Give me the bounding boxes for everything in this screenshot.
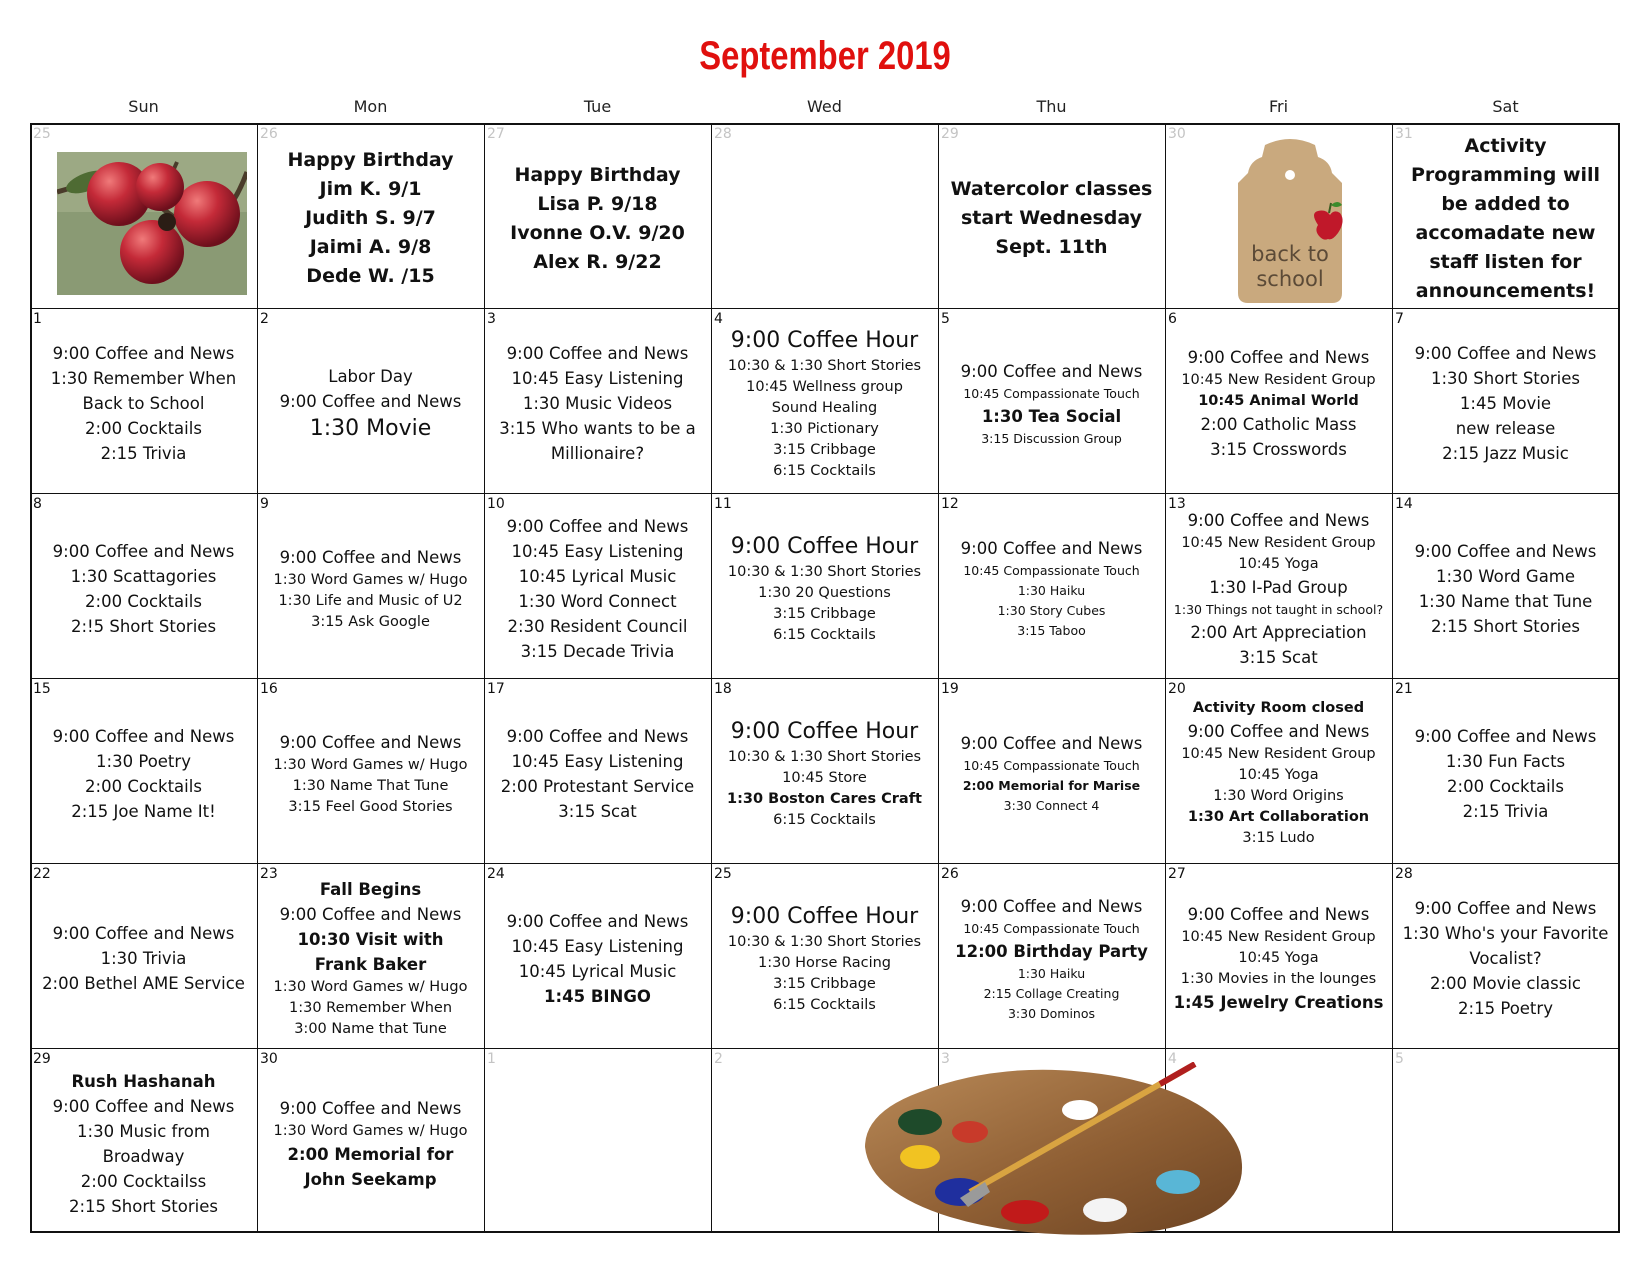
- event-item[interactable]: 9:00 Coffee and News: [1414, 726, 1597, 746]
- day-number: 27: [1168, 866, 1186, 882]
- event-item[interactable]: 1:30 Word Games w/ Hugo: [273, 571, 468, 588]
- event-list: [711, 493, 938, 678]
- event-item[interactable]: 9:00 Coffee and News: [506, 516, 689, 536]
- event-item[interactable]: 10:45 Lyrical Music: [518, 566, 677, 586]
- day-number: 25: [714, 866, 732, 882]
- event-item[interactable]: 1:30 Tea Social: [981, 406, 1122, 426]
- event-item[interactable]: 9:00 Coffee Hour: [730, 533, 919, 559]
- tag-text-line-1: back to: [1251, 242, 1329, 266]
- event-item[interactable]: Fall Begins: [319, 880, 422, 899]
- day-number: 21: [1395, 681, 1413, 697]
- event-list: [257, 678, 484, 863]
- event-item[interactable]: 9:00 Coffee and News: [279, 905, 462, 924]
- event-item[interactable]: 2:00 Memorial for Marise: [962, 778, 1141, 793]
- note-line: Lisa P. 9/18: [537, 192, 658, 215]
- event-list: [1392, 308, 1619, 493]
- day-cell[interactable]: [938, 493, 1165, 678]
- event-item[interactable]: 9:00 Coffee and News: [279, 547, 462, 567]
- back-to-school-label: [1230, 242, 1350, 292]
- event-item[interactable]: 3:30 Dominos: [1007, 1005, 1096, 1021]
- day-cell[interactable]: [1165, 308, 1392, 493]
- event-item[interactable]: 10:45 Easy Listening: [511, 936, 684, 956]
- event-item[interactable]: 2:15 Short Stories: [69, 1196, 218, 1216]
- event-list: [938, 863, 1165, 1048]
- day-cell[interactable]: [1165, 493, 1392, 678]
- note-line: Judith S. 9/7: [305, 207, 436, 229]
- event-item[interactable]: 9:00 Coffee and News: [960, 734, 1143, 753]
- day-number: 3: [487, 311, 496, 327]
- event-item[interactable]: 9:00 Coffee and News: [279, 732, 462, 752]
- event-item[interactable]: 9:00 Coffee and News: [52, 726, 235, 746]
- event-list: [711, 308, 938, 493]
- event-item[interactable]: 1:30 Fun Facts: [1445, 751, 1566, 771]
- day-number: 23: [260, 866, 278, 882]
- event-item[interactable]: 10:30 & 1:30 Short Stories: [727, 357, 922, 374]
- event-item[interactable]: 10:45 Compassionate Touch: [963, 563, 1140, 578]
- event-item[interactable]: 1:30 Trivia: [100, 949, 187, 968]
- note-line: Alex R. 9/22: [533, 250, 662, 273]
- day-number: 5: [941, 311, 950, 327]
- day-number: 7: [1395, 311, 1404, 327]
- event-item[interactable]: 1:30 Name That Tune: [292, 777, 449, 794]
- event-item[interactable]: 10:45 Easy Listening: [511, 369, 684, 388]
- day-cell[interactable]: [257, 493, 484, 678]
- note-line: Activity: [1464, 134, 1547, 157]
- day-number: 30: [1168, 126, 1186, 142]
- day-cell[interactable]: [1392, 123, 1619, 308]
- event-item[interactable]: 10:30 Visit with: [297, 930, 444, 949]
- day-number: 8: [33, 496, 42, 512]
- event-item[interactable]: 1:30 Scattagories: [70, 566, 217, 586]
- day-cell[interactable]: [711, 308, 938, 493]
- cell-note: [257, 123, 484, 308]
- event-item[interactable]: Labor Day: [328, 366, 413, 386]
- event-item[interactable]: 1:30 Word Games w/ Hugo: [273, 756, 468, 773]
- event-item[interactable]: 3:15 Cribbage: [773, 975, 876, 992]
- event-list: [1165, 493, 1392, 678]
- event-item[interactable]: 10:45 Yoga: [1238, 950, 1319, 966]
- event-item[interactable]: 2:00 Cocktails: [85, 419, 202, 438]
- event-list: [938, 308, 1165, 493]
- calendar-title: September 2019: [699, 34, 951, 78]
- event-item[interactable]: 10:45 Lyrical Music: [518, 961, 677, 981]
- day-cell[interactable]: [484, 678, 711, 863]
- day-number: 13: [1168, 496, 1186, 512]
- day-number: 1: [33, 311, 42, 327]
- event-item[interactable]: 1:30 Word Game: [1435, 566, 1576, 586]
- day-number: 15: [33, 681, 51, 697]
- day-header-mon: Mon: [353, 97, 388, 116]
- event-list: [30, 493, 257, 678]
- day-number: 10: [487, 496, 505, 512]
- event-item[interactable]: 2:00 Cocktails: [85, 776, 202, 796]
- day-cell[interactable]: [938, 123, 1165, 308]
- cell-note: [484, 123, 711, 308]
- day-cell[interactable]: [1165, 678, 1392, 863]
- day-number: 31: [1395, 126, 1413, 142]
- event-item[interactable]: 3:15 Feel Good Stories: [288, 798, 453, 815]
- event-item[interactable]: 10:45 Compassionate Touch: [963, 920, 1140, 936]
- event-item[interactable]: 1:45 Movie: [1459, 394, 1552, 413]
- event-item[interactable]: 9:00 Coffee Hour: [730, 718, 919, 744]
- day-cell[interactable]: [1392, 1048, 1619, 1233]
- event-item[interactable]: 3:15 Cribbage: [773, 441, 876, 458]
- day-header-fri: Fri: [1268, 97, 1289, 116]
- event-item[interactable]: 2:15 Jazz Music: [1442, 444, 1569, 463]
- event-item[interactable]: 2:15 Poetry: [1458, 999, 1553, 1018]
- note-line: be added to: [1441, 192, 1570, 215]
- event-item[interactable]: 1:30 Boston Cares Craft: [727, 790, 922, 807]
- event-list: [711, 863, 938, 1048]
- day-cell[interactable]: [938, 308, 1165, 493]
- note-line: Dede W. /15: [306, 265, 435, 287]
- event-item[interactable]: 2:15 Trivia: [100, 444, 187, 463]
- event-item[interactable]: 9:00 Coffee Hour: [730, 903, 919, 929]
- day-cell[interactable]: [484, 493, 711, 678]
- event-item[interactable]: 9:00 Coffee and News: [52, 924, 235, 943]
- event-list: [30, 678, 257, 863]
- day-number: 11: [714, 496, 732, 512]
- day-cell[interactable]: [711, 678, 938, 863]
- day-number: 28: [714, 126, 732, 142]
- note-line: accomadate new: [1415, 221, 1596, 244]
- day-number: 5: [1395, 1051, 1404, 1067]
- event-item[interactable]: 3:15 Taboo: [1017, 623, 1086, 638]
- event-item[interactable]: 2:!5 Short Stories: [70, 616, 217, 636]
- event-list: [484, 863, 711, 1048]
- event-item[interactable]: 6:15 Cocktails: [773, 996, 876, 1013]
- event-item[interactable]: 1:30 Haiku: [1017, 583, 1086, 598]
- event-item[interactable]: 10:45 Compassionate Touch: [963, 758, 1140, 773]
- event-item[interactable]: 9:00 Coffee and News: [506, 911, 689, 931]
- note-line: start Wednesday: [961, 207, 1142, 229]
- event-item[interactable]: 2:30 Resident Council: [507, 616, 688, 636]
- event-item[interactable]: 10:45 Easy Listening: [511, 751, 684, 771]
- event-item[interactable]: 3:15 Ludo: [1242, 830, 1315, 846]
- event-list: [30, 1048, 257, 1233]
- event-item[interactable]: 9:00 Coffee and News: [960, 896, 1143, 916]
- day-cell[interactable]: [484, 123, 711, 308]
- event-item[interactable]: 10:45 New Resident Group: [1181, 746, 1376, 762]
- event-item[interactable]: 10:30 & 1:30 Short Stories: [727, 563, 922, 580]
- event-item[interactable]: 2:15 Collage Creating: [983, 985, 1120, 1001]
- note-line: Jim K. 9/1: [319, 178, 422, 200]
- event-item[interactable]: 1:30 Horse Racing: [757, 954, 892, 971]
- event-item[interactable]: 9:00 Coffee and News: [1187, 905, 1370, 924]
- event-item[interactable]: 10:45 New Resident Group: [1181, 372, 1376, 388]
- day-cell[interactable]: [938, 863, 1165, 1048]
- event-item[interactable]: John Seekamp: [304, 1169, 437, 1189]
- event-item[interactable]: 3:15 Scat: [1239, 647, 1318, 667]
- event-item[interactable]: 2:00 Catholic Mass: [1200, 415, 1357, 434]
- event-item[interactable]: 10:45 New Resident Group: [1181, 534, 1376, 551]
- day-number: 22: [33, 866, 51, 882]
- event-item[interactable]: 9:00 Coffee and News: [1187, 510, 1370, 530]
- day-header-sat: Sat: [1492, 97, 1519, 116]
- event-item[interactable]: 9:00 Coffee and News: [1187, 348, 1370, 367]
- note-line: announcements!: [1415, 279, 1596, 302]
- day-header-sun: Sun: [128, 97, 159, 116]
- event-item[interactable]: 9:00 Coffee and News: [506, 344, 689, 363]
- event-item[interactable]: 10:45 Animal World: [1198, 393, 1359, 409]
- event-item[interactable]: 10:45 Yoga: [1238, 767, 1319, 783]
- event-item[interactable]: 1:30 Life and Music of U2: [278, 592, 463, 609]
- event-item[interactable]: 1:30 Things not taught in school?: [1173, 601, 1384, 617]
- event-item[interactable]: 1:30 Who's your Favorite: [1402, 924, 1609, 943]
- event-list: [257, 863, 484, 1048]
- event-item[interactable]: 9:00 Coffee and News: [960, 539, 1143, 558]
- note-line: staff listen for: [1429, 250, 1582, 273]
- event-list: [938, 678, 1165, 863]
- day-cell[interactable]: [1392, 863, 1619, 1048]
- event-item[interactable]: 10:45 Wellness group: [746, 378, 903, 395]
- event-item[interactable]: 12:00 Birthday Party: [955, 941, 1148, 961]
- day-number: 4: [714, 311, 723, 327]
- event-item[interactable]: 2:00 Cocktails: [1447, 776, 1564, 796]
- event-item[interactable]: 1:30 Word Origins: [1213, 788, 1344, 804]
- day-number: 3: [941, 1051, 950, 1067]
- day-number: 29: [33, 1051, 51, 1067]
- note-line: Happy Birthday: [514, 163, 681, 186]
- event-item[interactable]: 2:00 Cocktails: [85, 591, 202, 611]
- note-line: Sept. 11th: [995, 236, 1108, 258]
- day-number: 25: [33, 126, 51, 142]
- event-item[interactable]: 2:00 Bethel AME Service: [42, 974, 245, 993]
- event-item[interactable]: 3:00 Name that Tune: [294, 1021, 447, 1037]
- day-number: 30: [260, 1051, 278, 1067]
- day-cell[interactable]: [484, 863, 711, 1048]
- day-header-tue: Tue: [583, 97, 612, 116]
- day-number: 26: [260, 126, 278, 142]
- event-item[interactable]: 10:45 Yoga: [1238, 555, 1319, 572]
- event-item[interactable]: 9:00 Coffee and News: [279, 391, 462, 411]
- event-item[interactable]: 2:00 Movie classic: [1430, 974, 1581, 993]
- event-item[interactable]: 9:00 Coffee and News: [1187, 722, 1370, 741]
- day-number: 2: [260, 311, 269, 327]
- event-item[interactable]: 3:15 Ask Google: [311, 613, 430, 630]
- note-line: Happy Birthday: [287, 149, 454, 171]
- day-cell[interactable]: [257, 308, 484, 493]
- day-number: 6: [1168, 311, 1177, 327]
- day-cell[interactable]: [257, 1048, 484, 1233]
- event-item[interactable]: Rush Hashanah: [71, 1071, 216, 1091]
- event-item[interactable]: 10:30 & 1:30 Short Stories: [727, 933, 922, 950]
- note-line: Programming will: [1410, 163, 1601, 186]
- event-item[interactable]: Frank Baker: [314, 955, 427, 974]
- event-list: [1392, 863, 1619, 1048]
- event-item[interactable]: 1:30 Movies in the lounges: [1180, 971, 1377, 987]
- cell-note: [1392, 123, 1619, 308]
- event-list: [711, 678, 938, 863]
- cell-note: [938, 123, 1165, 308]
- event-item[interactable]: Sound Healing: [771, 399, 878, 416]
- event-list: [257, 493, 484, 678]
- event-item[interactable]: 1:30 Poetry: [96, 751, 191, 771]
- event-item[interactable]: Millionaire?: [550, 444, 645, 463]
- day-cell[interactable]: [30, 678, 257, 863]
- event-item[interactable]: 2:15 Joe Name It!: [71, 801, 216, 821]
- event-item[interactable]: Vocalist?: [1469, 949, 1542, 968]
- event-item[interactable]: 2:00 Memorial for: [287, 1144, 454, 1164]
- tag-text-line-2: school: [1256, 267, 1324, 291]
- event-item[interactable]: 9:00 Coffee and News: [1414, 541, 1597, 561]
- event-item[interactable]: 9:00 Coffee and News: [279, 1098, 462, 1118]
- day-cell[interactable]: [484, 1048, 711, 1233]
- event-list: [30, 308, 257, 493]
- event-item[interactable]: 3:15 Crosswords: [1210, 440, 1347, 459]
- day-cell[interactable]: [1392, 678, 1619, 863]
- day-number: 14: [1395, 496, 1413, 512]
- note-line: Watercolor classes: [950, 178, 1153, 200]
- event-item[interactable]: 3:15 Who wants to be a: [499, 419, 696, 438]
- note-line: Ivonne O.V. 9/20: [510, 221, 685, 244]
- day-cell[interactable]: [1165, 863, 1392, 1048]
- event-list: [1165, 678, 1392, 863]
- day-cell[interactable]: [30, 1048, 257, 1233]
- day-cell[interactable]: [1392, 493, 1619, 678]
- event-item[interactable]: 1:30 Pictionary: [770, 420, 879, 437]
- event-item[interactable]: 10:30 & 1:30 Short Stories: [727, 748, 922, 765]
- event-item[interactable]: 9:00 Coffee and News: [960, 361, 1143, 381]
- day-header-thu: Thu: [1036, 97, 1067, 116]
- event-item[interactable]: 1:30 Movie: [309, 415, 432, 441]
- note-line: Jaimi A. 9/8: [309, 236, 432, 258]
- event-item[interactable]: 9:00 Coffee and News: [1414, 344, 1597, 363]
- event-item[interactable]: 3:30 Connect 4: [1003, 798, 1100, 813]
- day-cell[interactable]: [30, 308, 257, 493]
- event-item[interactable]: 2:15 Short Stories: [1431, 616, 1580, 636]
- day-number: 20: [1168, 681, 1186, 697]
- event-item[interactable]: 1:30 Remember When: [50, 369, 237, 388]
- event-item[interactable]: 10:45 New Resident Group: [1181, 929, 1376, 945]
- event-item[interactable]: 1:30 Short Stories: [1431, 369, 1580, 388]
- day-number: 12: [941, 496, 959, 512]
- event-item[interactable]: 2:00 Cocktailss: [80, 1171, 207, 1191]
- event-item[interactable]: 2:00 Protestant Service: [500, 776, 695, 796]
- day-cell[interactable]: [711, 493, 938, 678]
- event-item[interactable]: 9:00 Coffee Hour: [730, 327, 919, 353]
- event-item[interactable]: 1:30 Music from: [77, 1121, 210, 1141]
- event-item[interactable]: 6:15 Cocktails: [773, 626, 876, 643]
- event-item[interactable]: 1:30 Remember When: [288, 1000, 453, 1016]
- event-item[interactable]: 3:15 Decade Trivia: [520, 641, 675, 661]
- day-cell[interactable]: [257, 863, 484, 1048]
- event-item[interactable]: Activity Room closed: [1192, 700, 1365, 716]
- event-item[interactable]: 10:45 Compassionate Touch: [963, 385, 1140, 401]
- event-item[interactable]: 2:15 Trivia: [1462, 801, 1549, 821]
- day-number: 27: [487, 126, 505, 142]
- event-list: [484, 493, 711, 678]
- event-item[interactable]: 3:15 Cribbage: [773, 605, 876, 622]
- event-list: [484, 678, 711, 863]
- event-item[interactable]: 9:00 Coffee and News: [52, 344, 235, 363]
- event-item[interactable]: Back to School: [82, 394, 205, 413]
- event-list: [257, 308, 484, 493]
- event-item[interactable]: 1:30 Name that Tune: [1418, 591, 1593, 611]
- apples-photo: [57, 152, 247, 295]
- day-cell[interactable]: [711, 123, 938, 308]
- event-item[interactable]: 1:30 Word Connect: [518, 591, 677, 611]
- event-item[interactable]: 9:00 Coffee and News: [1414, 899, 1597, 918]
- event-item[interactable]: 1:30 Word Games w/ Hugo: [273, 1122, 468, 1139]
- event-item[interactable]: 3:15 Scat: [558, 801, 637, 821]
- event-list: [1165, 863, 1392, 1048]
- event-item[interactable]: 10:45 Easy Listening: [511, 541, 684, 561]
- day-number: 24: [487, 866, 505, 882]
- event-item[interactable]: new release: [1455, 419, 1556, 438]
- event-list: [938, 493, 1165, 678]
- event-item[interactable]: 1:30 Word Games w/ Hugo: [273, 979, 468, 995]
- event-item[interactable]: 9:00 Coffee and News: [506, 726, 689, 746]
- day-cell[interactable]: [484, 308, 711, 493]
- event-item[interactable]: 10:45 Store: [782, 769, 867, 786]
- day-cell[interactable]: [938, 678, 1165, 863]
- event-list: [484, 308, 711, 493]
- day-number: 19: [941, 681, 959, 697]
- apples-illustration: [57, 152, 247, 295]
- event-item[interactable]: 1:45 BINGO: [544, 986, 651, 1006]
- day-number: 16: [260, 681, 278, 697]
- event-item[interactable]: 1:30 Story Cubes: [997, 603, 1106, 618]
- event-item[interactable]: Broadway: [102, 1146, 185, 1166]
- event-item[interactable]: 3:15 Discussion Group: [981, 430, 1122, 446]
- paint-palette-icon: [860, 1062, 1260, 1237]
- event-list: [1392, 493, 1619, 678]
- day-cell[interactable]: [711, 863, 938, 1048]
- day-number: 29: [941, 126, 959, 142]
- day-number: 26: [941, 866, 959, 882]
- day-number: 2: [714, 1051, 723, 1067]
- event-item[interactable]: 1:30 Art Collaboration: [1187, 809, 1370, 825]
- event-list: [1392, 678, 1619, 863]
- event-item[interactable]: 1:45 Jewelry Creations: [1173, 993, 1384, 1012]
- event-item[interactable]: 9:00 Coffee and News: [52, 541, 235, 561]
- event-item[interactable]: 9:00 Coffee and News: [52, 1096, 235, 1116]
- day-cell[interactable]: [1392, 308, 1619, 493]
- day-cell[interactable]: [257, 678, 484, 863]
- event-item[interactable]: 2:00 Art Appreciation: [1190, 622, 1367, 642]
- day-cell[interactable]: [30, 493, 257, 678]
- day-cell[interactable]: [30, 863, 257, 1048]
- day-header-wed: Wed: [807, 97, 842, 116]
- day-cell[interactable]: [257, 123, 484, 308]
- event-item[interactable]: 6:15 Cocktails: [773, 811, 876, 828]
- day-number: 28: [1395, 866, 1413, 882]
- event-item[interactable]: 1:30 20 Questions: [758, 584, 891, 601]
- event-list: [1165, 308, 1392, 493]
- event-item[interactable]: 1:30 Music Videos: [522, 394, 673, 413]
- event-list: [257, 1048, 484, 1233]
- day-number: 4: [1168, 1051, 1177, 1067]
- day-number: 9: [260, 496, 269, 512]
- day-number: 18: [714, 681, 732, 697]
- event-item[interactable]: 6:15 Cocktails: [773, 462, 876, 479]
- day-number: 17: [487, 681, 505, 697]
- day-number: 1: [487, 1051, 496, 1067]
- event-item[interactable]: 1:30 I-Pad Group: [1209, 577, 1348, 597]
- event-item[interactable]: 1:30 Haiku: [1017, 965, 1086, 981]
- event-list: [30, 863, 257, 1048]
